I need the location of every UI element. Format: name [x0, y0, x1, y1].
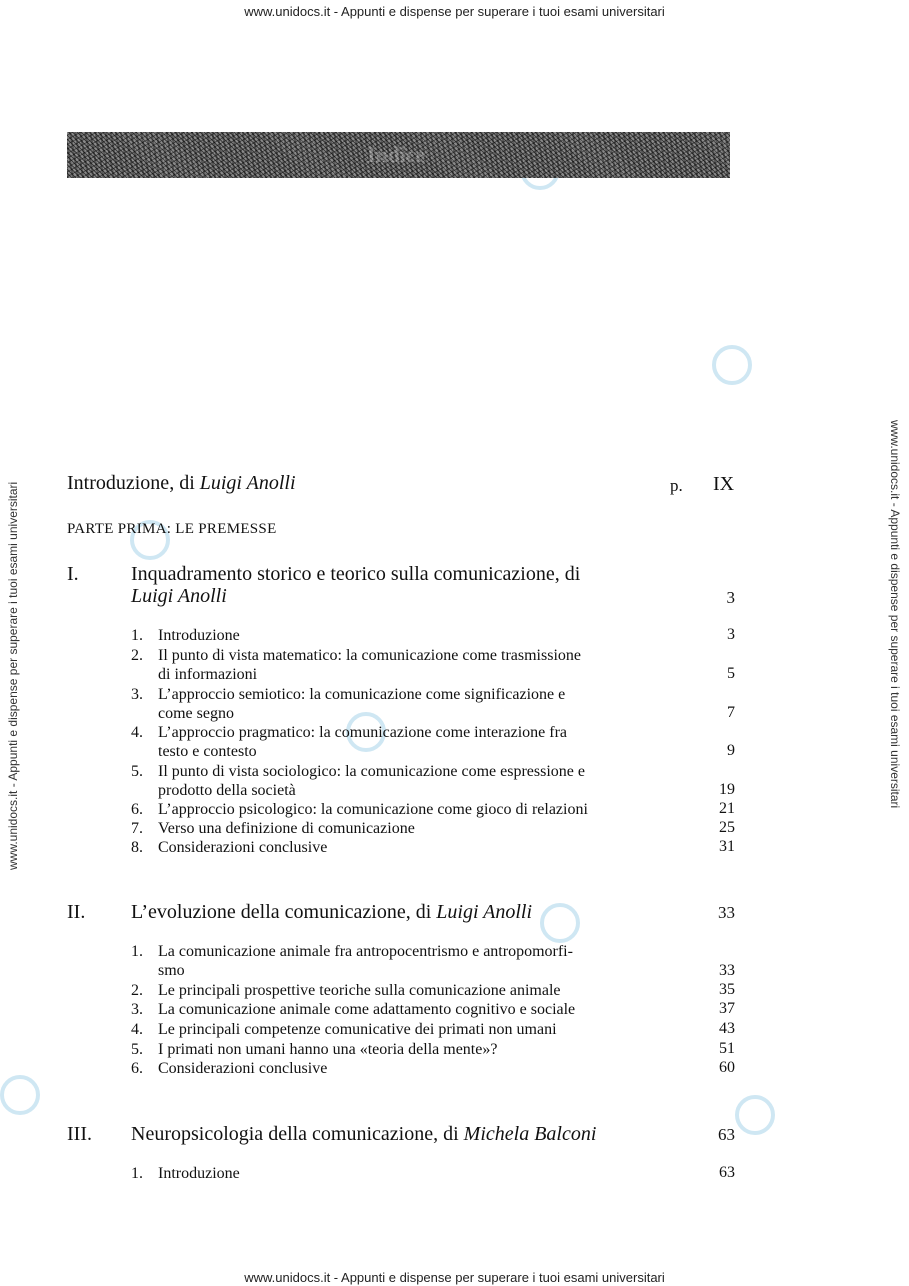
toc-entry [131, 1020, 651, 1039]
toc-entry [131, 981, 651, 1000]
toc-entry [131, 762, 651, 800]
watermark-left: www.unidocs.it - Appunti e dispense per superare i tuoi esami universitari [6, 481, 20, 870]
entry-number: 4. [131, 1021, 143, 1038]
entry-number: 1. [131, 627, 143, 644]
chapter-title [131, 563, 651, 607]
entry-page: 25 [719, 819, 735, 836]
entry-title: Le principali competenze comunicative dei primati non umani [158, 1021, 557, 1038]
entry-number: 6. [131, 1060, 143, 1077]
entry-title-cont: smo [158, 962, 185, 979]
entry-number: 1. [131, 943, 143, 960]
entry-number: 5. [131, 1041, 143, 1058]
entry-number: 1. [131, 1165, 143, 1182]
watermark-top: www.unidocs.it - Appunti e dispense per superare i tuoi esami universitari [244, 4, 665, 19]
entry-number: 2. [131, 982, 143, 999]
entry-page: 31 [719, 838, 735, 855]
entry-title: La comunicazione animale come adattamento cognitivo e sociale [158, 1001, 576, 1018]
entry-title: L’approccio semiotico: la comunicazione come significazione e [158, 686, 566, 703]
header-title: Indice [367, 142, 426, 167]
toc-entry [131, 1059, 651, 1078]
chapter-page: 3 [726, 588, 735, 607]
entry-title: Il punto di vista sociologico: la comunicazione come espressione e [158, 763, 585, 780]
entry-title: La comunicazione animale fra antropocentrismo e antropomorfi- [158, 943, 573, 960]
chapter-author: Michela Balconi [463, 1123, 597, 1145]
chapter-author: Luigi Anolli [131, 585, 227, 607]
watermark-bottom: www.unidocs.it - Appunti e dispense per superare i tuoi esami universitari [244, 1270, 665, 1285]
entry-page: 63 [719, 1164, 735, 1181]
entry-title: L’approccio pragmatico: la comunicazione come interazione fra [158, 724, 567, 741]
entry-page: 60 [719, 1059, 735, 1076]
chapter-title [131, 901, 651, 923]
toc-entry [131, 838, 651, 857]
unidocs-logo-icon [0, 1075, 40, 1115]
chapter-author: Luigi Anolli [436, 901, 533, 923]
intro-page: IX [713, 473, 735, 495]
toc-entry [131, 800, 651, 819]
intro-entry [67, 472, 296, 495]
entry-number: 3. [131, 686, 143, 703]
entry-number: 2. [131, 647, 143, 664]
toc-entry [131, 1000, 651, 1019]
chapter-page: 33 [718, 903, 735, 922]
entry-page: 21 [719, 800, 735, 817]
entry-title: Il punto di vista matematico: la comunicazione come trasmissione [158, 647, 581, 664]
chapter-number: I. [67, 563, 79, 585]
entry-title: Introduzione [158, 1165, 240, 1182]
toc-entry [131, 942, 651, 980]
entry-title: L’approccio psicologico: la comunicazione come gioco di relazioni [158, 801, 588, 818]
chapter-number: II. [67, 901, 86, 923]
page-prefix: p. [670, 476, 683, 495]
entry-page: 33 [719, 962, 735, 979]
entry-title: I primati non umani hanno una «teoria della mente»? [158, 1041, 498, 1058]
entry-page: 19 [719, 781, 735, 798]
entry-title: Le principali prospettive teoriche sulla comunicazione animale [158, 982, 561, 999]
chapter-title [131, 1123, 651, 1145]
entry-title-cont: di informazioni [158, 666, 258, 683]
chapter-title-text: Inquadramento storico e teorico sulla comunicazione, di [131, 563, 581, 585]
entry-title: Introduzione [158, 627, 240, 644]
entry-page: 51 [719, 1040, 735, 1057]
toc-entry [131, 723, 651, 761]
toc-entry [131, 646, 651, 684]
header-band [67, 132, 730, 178]
watermark-right: www.unidocs.it - Appunti e dispense per superare i tuoi esami universitari [888, 420, 902, 809]
entry-page: 3 [727, 626, 735, 643]
chapter-title-text: Neuropsicologia della comunicazione, di [131, 1123, 459, 1145]
entry-page: 7 [727, 704, 735, 721]
entry-page: 9 [727, 742, 735, 759]
toc-entry [131, 1040, 651, 1059]
entry-number: 3. [131, 1001, 143, 1018]
part-title: PARTE PRIMA: LE PREMESSE [67, 521, 277, 537]
entry-page: 37 [719, 1000, 735, 1017]
chapter-number: III. [67, 1123, 92, 1145]
intro-author: Luigi Anolli [199, 472, 296, 494]
entry-title: Considerazioni conclusive [158, 839, 328, 856]
toc-entry [131, 819, 651, 838]
entry-number: 7. [131, 820, 143, 837]
entry-title: Considerazioni conclusive [158, 1060, 328, 1077]
toc-entry [131, 626, 651, 645]
entry-page: 5 [727, 665, 735, 682]
toc-entry [131, 1164, 651, 1183]
entry-page: 43 [719, 1020, 735, 1037]
entry-title-cont: prodotto della società [158, 782, 296, 799]
chapter-title-text: L’evoluzione della comunicazione, di [131, 901, 432, 923]
unidocs-logo-icon [712, 345, 752, 385]
entry-page: 35 [719, 981, 735, 998]
intro-text: Introduzione, di [67, 472, 200, 494]
entry-number: 6. [131, 801, 143, 818]
entry-number: 4. [131, 724, 143, 741]
entry-title-cont: come segno [158, 705, 234, 722]
chapter-page: 63 [718, 1125, 735, 1144]
entry-number: 8. [131, 839, 143, 856]
entry-title: Verso una definizione di comunicazione [158, 820, 415, 837]
toc-entry [131, 685, 651, 723]
entry-title-cont: testo e contesto [158, 743, 257, 760]
unidocs-logo-icon [735, 1095, 775, 1135]
entry-number: 5. [131, 763, 143, 780]
